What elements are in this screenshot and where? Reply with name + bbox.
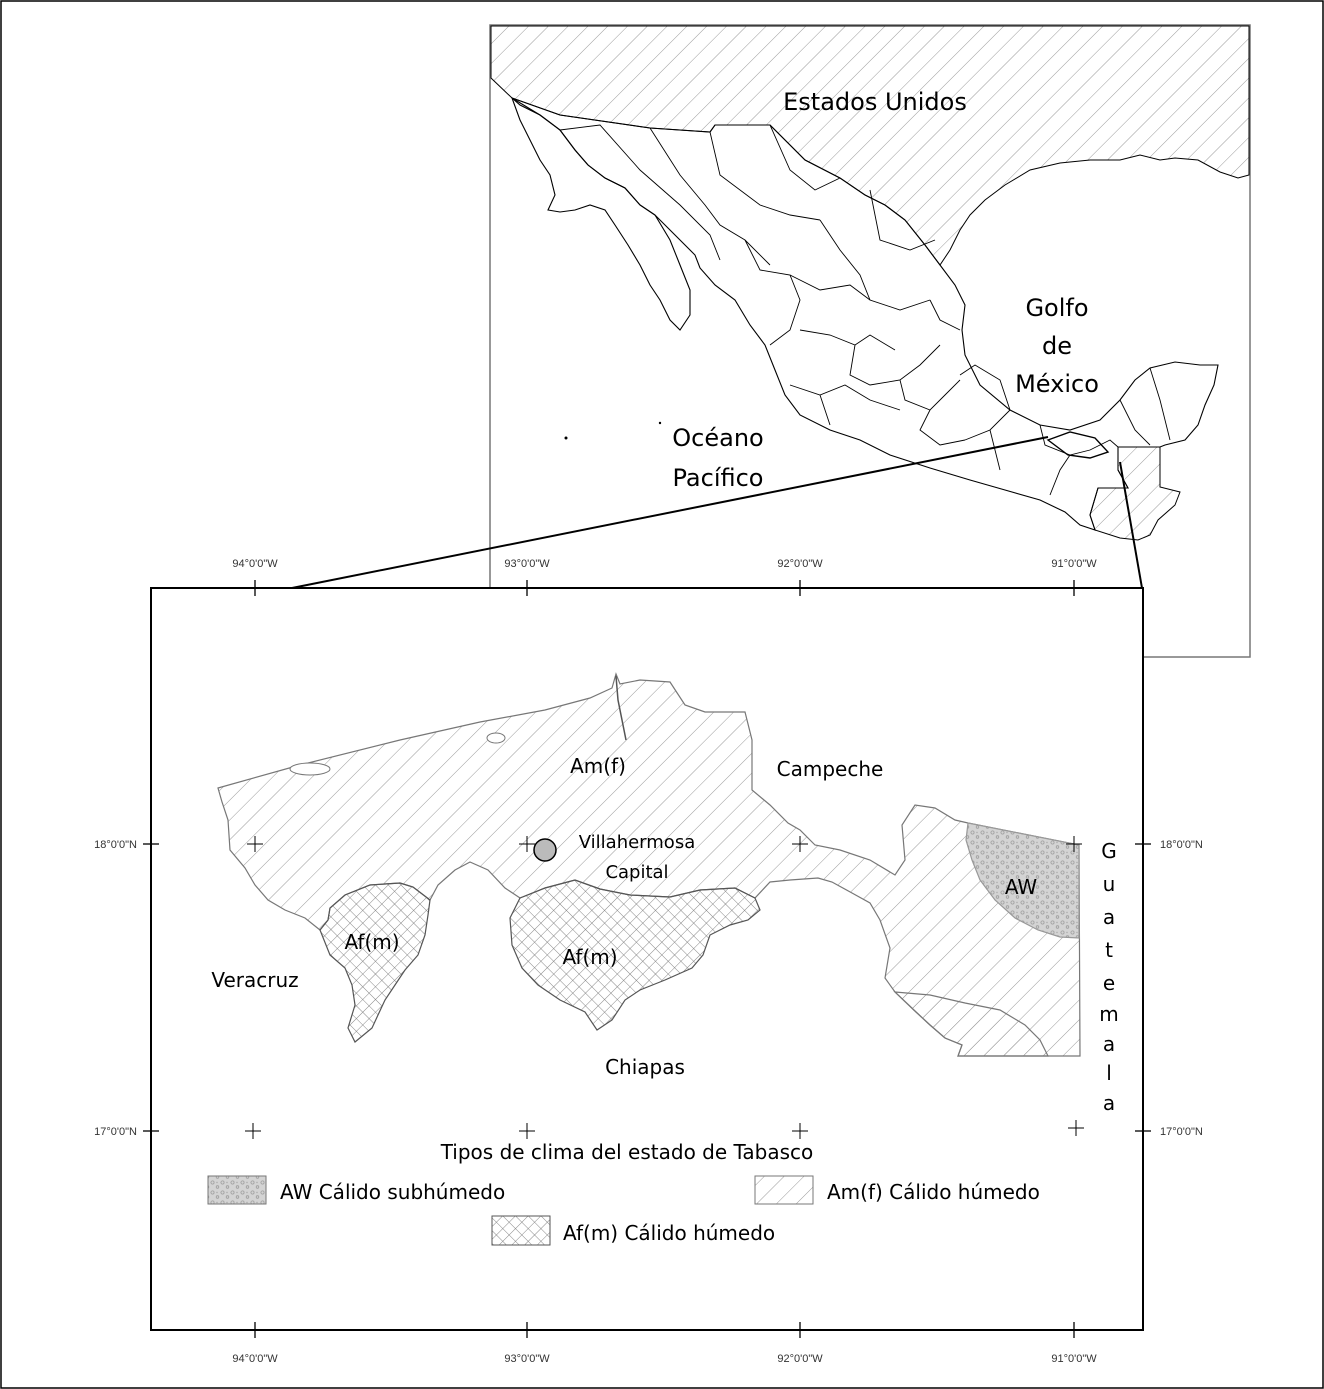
legend-swatch-amf	[755, 1176, 813, 1204]
label-aw: AW	[1004, 875, 1038, 899]
pacific-label-line1: Océano	[672, 424, 764, 452]
lon-label-bottom: 92°0'0"W	[777, 1353, 823, 1365]
legend-swatch-aw	[208, 1176, 266, 1204]
svg-text:m: m	[1099, 1002, 1119, 1026]
lat-label-right: 17°0'0"N	[1160, 1126, 1203, 1138]
lon-label-bottom: 93°0'0"W	[504, 1353, 550, 1365]
svg-text:G: G	[1101, 839, 1117, 863]
island	[565, 437, 568, 440]
pacific-label-line2: Pacífico	[672, 464, 764, 492]
legend-label-amf: Am(f) Cálido húmedo	[827, 1180, 1040, 1204]
capital-label-line2: Capital	[605, 862, 669, 883]
svg-text:t: t	[1105, 938, 1113, 962]
gulf-label-line3: México	[1015, 370, 1099, 398]
capital-marker	[534, 839, 556, 861]
legend-title: Tipos de clima del estado de Tabasco	[440, 1140, 814, 1164]
lon-label-top: 94°0'0"W	[232, 558, 278, 570]
lon-label-top: 92°0'0"W	[777, 558, 823, 570]
svg-text:a: a	[1102, 1032, 1116, 1056]
lat-label-right: 18°0'0"N	[1160, 839, 1203, 851]
legend-swatch-afm	[492, 1216, 550, 1245]
svg-text:u: u	[1102, 872, 1116, 896]
island	[659, 422, 661, 424]
label-afm-west: Af(m)	[344, 930, 400, 954]
svg-text:a: a	[1102, 1091, 1116, 1115]
lagoon	[487, 733, 505, 743]
svg-text:e: e	[1102, 971, 1116, 995]
lon-label-top: 91°0'0"W	[1051, 558, 1097, 570]
legend-label-afm: Af(m) Cálido húmedo	[563, 1221, 776, 1245]
inset-map	[490, 25, 1250, 657]
main-map	[94, 558, 1203, 1365]
legend-label-aw: AW Cálido subhúmedo	[280, 1180, 506, 1204]
lat-label-left: 18°0'0"N	[94, 839, 137, 851]
label-afm-center: Af(m)	[562, 945, 618, 969]
label-chiapas: Chiapas	[605, 1055, 685, 1079]
lon-label-bottom: 91°0'0"W	[1051, 1353, 1097, 1365]
svg-text:a: a	[1102, 905, 1116, 929]
lat-label-left: 17°0'0"N	[94, 1126, 137, 1138]
label-campeche: Campeche	[776, 757, 884, 781]
gulf-label-line1: Golfo	[1025, 294, 1089, 322]
lon-label-bottom: 94°0'0"W	[232, 1353, 278, 1365]
lagoon	[290, 763, 330, 775]
label-veracruz: Veracruz	[211, 968, 299, 992]
lon-label-top: 93°0'0"W	[504, 558, 550, 570]
gulf-label-line2: de	[1042, 332, 1072, 360]
label-amf: Am(f)	[570, 754, 626, 778]
capital-label-line1: Villahermosa	[578, 832, 696, 853]
usa-label: Estados Unidos	[783, 88, 967, 116]
svg-text:l: l	[1106, 1061, 1112, 1085]
